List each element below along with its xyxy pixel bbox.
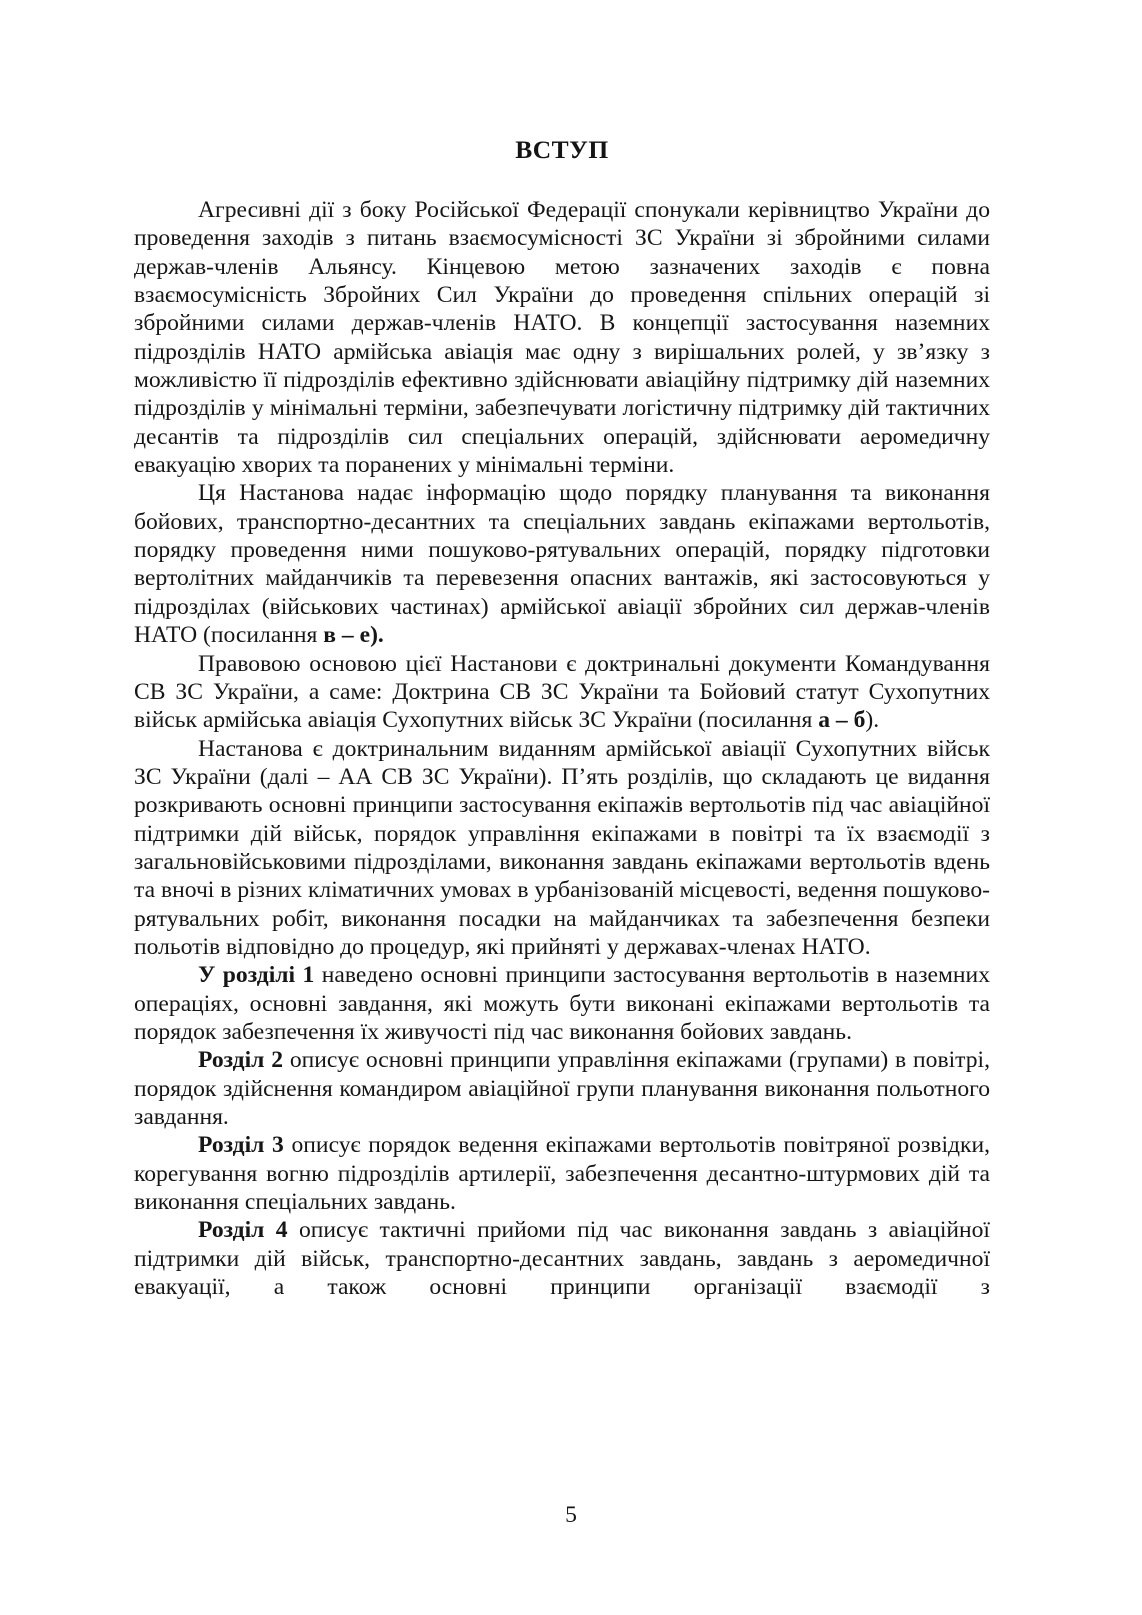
emphasis-run: в – е). bbox=[323, 622, 384, 649]
text-run: Ця Настанова надає інформацію щодо порядку планування та виконання бойових, транспортно-десантних та спеціальних завдань екіпажами вертольотів, порядку проведення ними пошуково-рятувальних операцій, порядку підготовки вертолітних майданчиків та перевезення опасних вантажів, які застосовуються у підрозділах (військових частинах) армійської авіації збройних сил держав-членів НАТО (посилання bbox=[134, 480, 990, 649]
text-run: Агресивні дії з боку Російської Федерації спонукали керівництво України до проведення заходів з питань взаємосумісності ЗС України зі збройними силами держав-членів Альянсу. Кінцевою метою зазначених заходів є повна взаємосумісність Збройних Сил України до проведення спільних операцій зі збройними силами держав-членів НАТО. В концепції застосування наземних підрозділів НАТО армійська авіація має одну з вирішальних ролей, у зв’язку з можливістю її підрозділів ефективно здійснювати авіаційну підтримку дій наземних підрозділів у мінімальні терміни, забезпечувати логістичну підтримку дій тактичних десантів та підрозділів сил спеціальних операцій, здійснювати аеромедичну евакуацію хворих та поранених у мінімальні терміни. bbox=[134, 197, 990, 479]
emphasis-run: Розділ 3 bbox=[198, 1132, 284, 1159]
text-run: Правовою основою цієї Настанови є доктринальні документи Командування СВ ЗС України, а саме: Доктрина СВ ЗС України та Бойовий статут Сухопутних військ армійська авіація Сухопутних військ ЗС України (посилання bbox=[134, 650, 990, 734]
body-paragraph bbox=[134, 196, 990, 479]
text-run: Настанова є доктринальним виданням армійської авіації Сухопутних військ ЗС України (далі – АА СВ ЗС України). П’ять розділів, що складають це видання розкривають основні принципи застосування екіпажів вертольотів під час авіаційної підтримки дій військ, порядок управління екіпажами в повітрі та їх взаємодії з загальновійськовими підрозділами, виконання завдань екіпажами вертольотів вдень та вночі в різних кліматичних умовах в урбанізованій місцевості, ведення пошуково-рятувальних робіт, виконання посадки на майданчиках та забезпечення безпеки польотів відповідно до процедур, які прийняті у державах-членах НАТО. bbox=[134, 735, 990, 960]
emphasis-run: а – б bbox=[818, 707, 866, 734]
emphasis-run: У розділі 1 bbox=[198, 962, 315, 989]
body-paragraph bbox=[134, 735, 990, 962]
page-title: ВСТУП bbox=[515, 135, 609, 164]
text-run: описує основні принципи управління екіпажами (групами) в повітрі, порядок здійснення командиром авіаційної групи планування виконання польотного завдання. bbox=[134, 1047, 990, 1130]
document-body bbox=[134, 196, 990, 1301]
text-run: наведено основні принципи застосування вертольотів в наземних операціях, основні завдання, які можуть бути виконані екіпажами вертольотів та порядок забезпечення їх живучості під час виконання бойових завдань. bbox=[134, 962, 990, 1045]
body-paragraph bbox=[134, 961, 990, 1046]
body-paragraph bbox=[134, 1216, 990, 1301]
text-run: ). bbox=[865, 707, 880, 734]
emphasis-run: Розділ 4 bbox=[198, 1217, 288, 1244]
page-number: 5 bbox=[565, 1502, 577, 1528]
text-run: описує порядок ведення екіпажами вертольотів повітряної розвідки, корегування вогню підрозділів артилерії, забезпечення десантно-штурмових дій та виконання спеціальних завдань. bbox=[134, 1132, 990, 1216]
body-paragraph bbox=[134, 479, 990, 649]
body-paragraph bbox=[134, 1131, 990, 1216]
body-paragraph bbox=[134, 1046, 990, 1131]
emphasis-run: Розділ 2 bbox=[198, 1047, 284, 1074]
body-paragraph bbox=[134, 650, 990, 735]
text-run: описує тактичні прийоми під час виконання завдань з авіаційної підтримки дій військ, транспортно-десантних завдань, завдань з аеромедичної евакуації, а також основні принципи організації взаємодії з bbox=[134, 1217, 990, 1301]
